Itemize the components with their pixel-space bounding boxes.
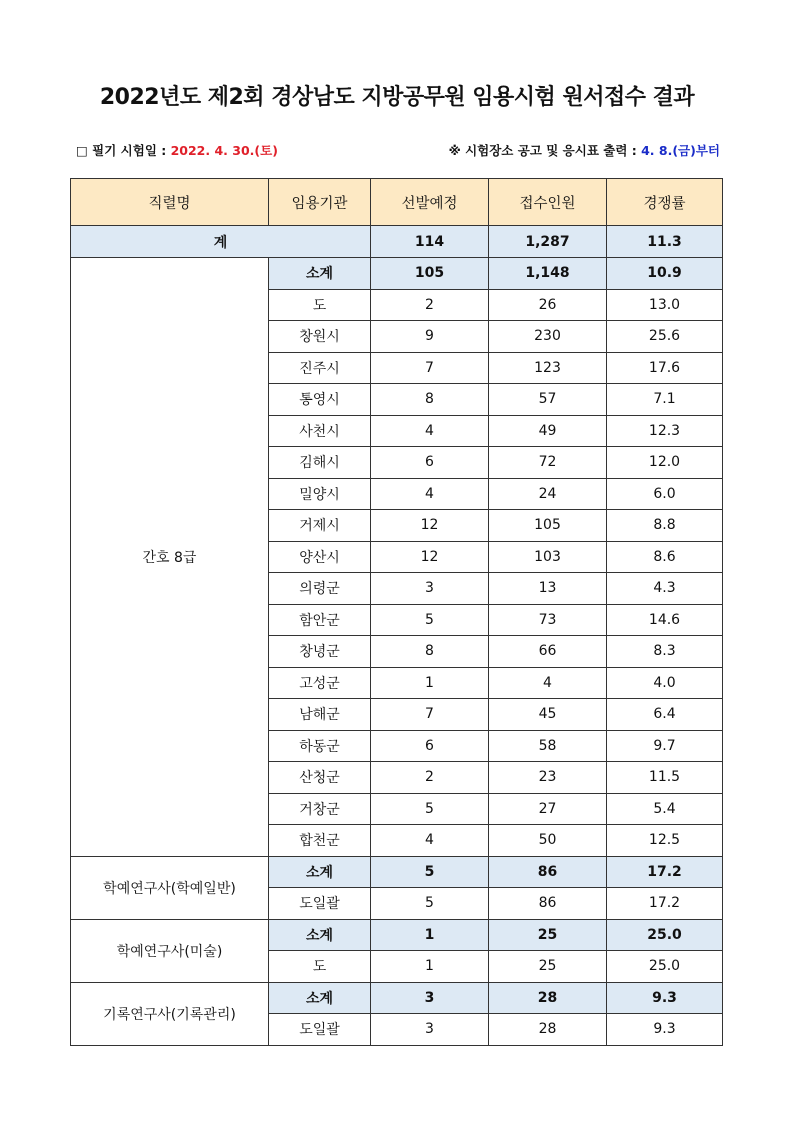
agency-cell: 도일괄 — [269, 1014, 371, 1046]
planned-cell: 3 — [371, 1014, 489, 1046]
planned-cell: 5 — [371, 888, 489, 920]
exam-date-value: 2022. 4. 30.(토) — [170, 143, 278, 158]
total-label: 계 — [71, 226, 371, 258]
ratio-cell: 5.4 — [607, 793, 723, 825]
agency-cell: 고성군 — [269, 667, 371, 699]
total-row — [71, 226, 723, 258]
planned-cell: 5 — [371, 604, 489, 636]
agency-cell: 거제시 — [269, 510, 371, 542]
applicants-cell: 45 — [489, 699, 607, 731]
planned-cell: 8 — [371, 384, 489, 416]
agency-cell: 창원시 — [269, 321, 371, 353]
planned-cell: 1 — [371, 951, 489, 983]
header-agency: 임용기관 — [269, 179, 371, 226]
planned-cell: 3 — [371, 573, 489, 605]
agency-cell: 밀양시 — [269, 478, 371, 510]
header-applicants: 접수인원 — [489, 179, 607, 226]
agency-cell: 하동군 — [269, 730, 371, 762]
exam-date-info — [76, 141, 278, 159]
ratio-cell: 8.6 — [607, 541, 723, 573]
ratio-cell: 12.5 — [607, 825, 723, 857]
table-body — [71, 226, 723, 1046]
planned-cell: 2 — [371, 762, 489, 794]
page-title: 2022년도 제2회 경상남도 지방공무원 임용시험 원서접수 결과 — [99, 85, 695, 110]
agency-cell: 합천군 — [269, 825, 371, 857]
ratio-cell: 17.6 — [607, 352, 723, 384]
subtotal-applicants: 28 — [489, 982, 607, 1014]
applicants-cell: 72 — [489, 447, 607, 479]
subtotal-label: 소계 — [269, 982, 371, 1014]
applicants-cell: 230 — [489, 321, 607, 353]
ratio-cell: 12.0 — [607, 447, 723, 479]
ratio-cell: 11.5 — [607, 762, 723, 794]
applicants-cell: 49 — [489, 415, 607, 447]
planned-cell: 4 — [371, 825, 489, 857]
agency-cell: 거창군 — [269, 793, 371, 825]
planned-cell: 12 — [371, 541, 489, 573]
applicants-cell: 25 — [489, 951, 607, 983]
agency-cell: 도 — [269, 951, 371, 983]
ratio-cell: 7.1 — [607, 384, 723, 416]
agency-cell: 산청군 — [269, 762, 371, 794]
notice-date-value: 4. 8.(금)부터 — [641, 143, 720, 158]
ratio-cell: 12.3 — [607, 415, 723, 447]
ratio-cell: 6.4 — [607, 699, 723, 731]
planned-cell: 8 — [371, 636, 489, 668]
subtotal-ratio: 25.0 — [607, 919, 723, 951]
total-planned: 114 — [371, 226, 489, 258]
total-applicants: 1,287 — [489, 226, 607, 258]
ratio-cell: 17.2 — [607, 888, 723, 920]
applicants-cell: 50 — [489, 825, 607, 857]
planned-cell: 4 — [371, 415, 489, 447]
job-series-name: 학예연구사(미술) — [71, 919, 269, 982]
agency-cell: 사천시 — [269, 415, 371, 447]
notice-label: ※ 시험장소 공고 및 응시표 출력 : — [448, 143, 642, 158]
subtotal-ratio: 10.9 — [607, 258, 723, 290]
ratio-cell: 6.0 — [607, 478, 723, 510]
agency-cell: 김해시 — [269, 447, 371, 479]
ratio-cell: 4.0 — [607, 667, 723, 699]
results-table — [70, 178, 723, 1046]
planned-cell: 7 — [371, 352, 489, 384]
applicants-cell: 4 — [489, 667, 607, 699]
subtotal-row — [71, 919, 723, 951]
notice-info — [449, 141, 720, 159]
subtotal-row — [71, 982, 723, 1014]
header-ratio: 경쟁률 — [607, 179, 723, 226]
applicants-cell: 26 — [489, 289, 607, 321]
agency-cell: 진주시 — [269, 352, 371, 384]
planned-cell: 4 — [371, 478, 489, 510]
subtotal-planned: 1 — [371, 919, 489, 951]
ratio-cell: 8.3 — [607, 636, 723, 668]
exam-date-label: □ 필기 시험일 : — [76, 143, 171, 158]
applicants-cell: 28 — [489, 1014, 607, 1046]
applicants-cell: 86 — [489, 888, 607, 920]
subtotal-ratio: 17.2 — [607, 856, 723, 888]
job-series-name: 간호 8급 — [71, 258, 269, 857]
applicants-cell: 13 — [489, 573, 607, 605]
agency-cell: 도 — [269, 289, 371, 321]
applicants-cell: 123 — [489, 352, 607, 384]
subtotal-label: 소계 — [269, 919, 371, 951]
planned-cell: 1 — [371, 667, 489, 699]
applicants-cell: 57 — [489, 384, 607, 416]
planned-cell: 9 — [371, 321, 489, 353]
ratio-cell: 14.6 — [607, 604, 723, 636]
applicants-cell: 103 — [489, 541, 607, 573]
agency-cell: 의령군 — [269, 573, 371, 605]
subtotal-applicants: 25 — [489, 919, 607, 951]
applicants-cell: 23 — [489, 762, 607, 794]
applicants-cell: 27 — [489, 793, 607, 825]
subtotal-planned: 5 — [371, 856, 489, 888]
agency-cell: 양산시 — [269, 541, 371, 573]
agency-cell: 통영시 — [269, 384, 371, 416]
planned-cell: 7 — [371, 699, 489, 731]
job-series-name: 학예연구사(학예일반) — [71, 856, 269, 919]
ratio-cell: 13.0 — [607, 289, 723, 321]
subtotal-label: 소계 — [269, 258, 371, 290]
agency-cell: 도일괄 — [269, 888, 371, 920]
ratio-cell: 4.3 — [607, 573, 723, 605]
planned-cell: 6 — [371, 730, 489, 762]
agency-cell: 창녕군 — [269, 636, 371, 668]
applicants-cell: 66 — [489, 636, 607, 668]
subtotal-applicants: 86 — [489, 856, 607, 888]
header-job-series: 직렬명 — [71, 179, 269, 226]
subtotal-label: 소계 — [269, 856, 371, 888]
subtotal-row — [71, 258, 723, 290]
applicants-cell: 105 — [489, 510, 607, 542]
ratio-cell: 8.8 — [607, 510, 723, 542]
subtotal-applicants: 1,148 — [489, 258, 607, 290]
planned-cell: 2 — [371, 289, 489, 321]
ratio-cell: 25.6 — [607, 321, 723, 353]
header-planned: 선발예정 — [371, 179, 489, 226]
ratio-cell: 9.7 — [607, 730, 723, 762]
applicants-cell: 73 — [489, 604, 607, 636]
planned-cell: 12 — [371, 510, 489, 542]
table-header-row — [71, 179, 723, 226]
subtotal-planned: 105 — [371, 258, 489, 290]
total-ratio: 11.3 — [607, 226, 723, 258]
ratio-cell: 25.0 — [607, 951, 723, 983]
planned-cell: 5 — [371, 793, 489, 825]
subtotal-row — [71, 856, 723, 888]
applicants-cell: 24 — [489, 478, 607, 510]
job-series-name: 기록연구사(기록관리) — [71, 982, 269, 1045]
subtotal-ratio: 9.3 — [607, 982, 723, 1014]
agency-cell: 함안군 — [269, 604, 371, 636]
subtotal-planned: 3 — [371, 982, 489, 1014]
ratio-cell: 9.3 — [607, 1014, 723, 1046]
agency-cell: 남해군 — [269, 699, 371, 731]
applicants-cell: 58 — [489, 730, 607, 762]
planned-cell: 6 — [371, 447, 489, 479]
